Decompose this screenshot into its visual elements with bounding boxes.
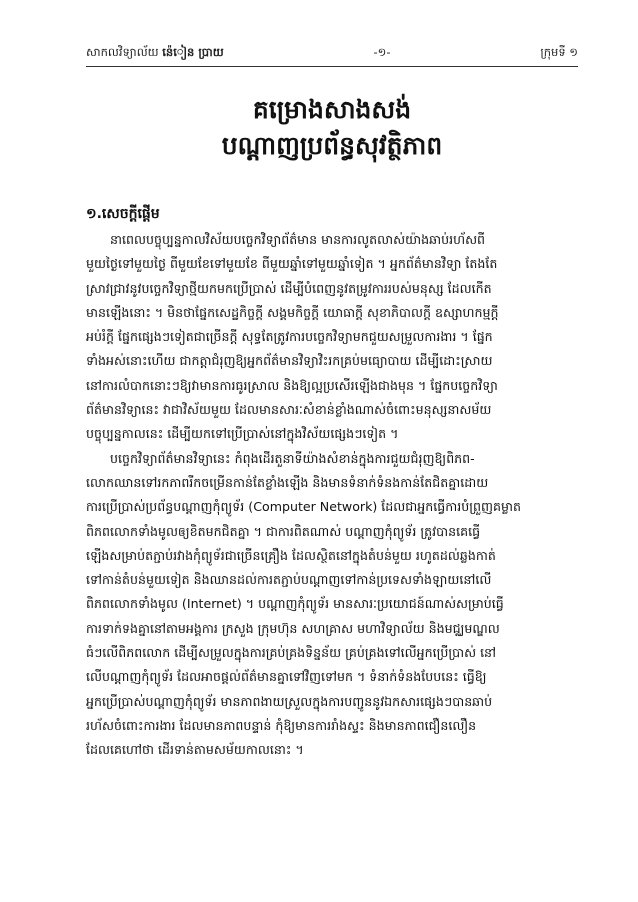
page-header xyxy=(86,42,578,64)
header-university xyxy=(86,45,224,62)
paragraph-line: រហ័សចំពោះការងារ ដែលមានភាពបន្ទាន់ កុំឱ្យមានការរាំងស្ទះ និងមានភាពជឿនលឿន xyxy=(86,717,477,733)
paragraph-line: អប់រំក្ដី ផ្នែកផ្សេងៗទៀតជាច្រើនក្ដី សុទ្ធតែត្រូវការបច្ចេកវិទ្យាមកជួយសម្រួលការងារ ។ ផ្នែក xyxy=(86,329,493,345)
paragraph-line: ធំៗលើពិភពលោក ដើម្បីសម្រួលក្នុងការគ្រប់គ្រងទិន្នន័យ គ្រប់គ្រងទៅលើអ្នកប្រើប្រាស់ នៅ xyxy=(86,645,497,661)
paragraph-line: ការទាក់ទងគ្នានៅតាមអង្គការ ក្រសួង ក្រុមហ៊ុន សហគ្រាស មហាវិទ្យាល័យ និងមជ្ឈមណ្ឌល xyxy=(86,620,500,636)
paragraph-line: នាពេលបច្ចុប្បន្នកាលវិស័យបច្ចេកវិទ្យាព័ត៌មាន មានការលូតលាស់យ៉ាងឆាប់រហ័សពី xyxy=(110,232,486,247)
paragraph-line: លោកឈានទៅរកភាពរីកចម្រើនកាន់តែខ្លាំងឡើង និងមានទំនាក់ទំនងកាន់តែជិតគ្នាដោយ xyxy=(86,474,489,490)
paragraph-line: នៅការលំបាកនោះៗឱ្យវាមានការធូរស្រាល និងឱ្យល្អប្រសើរឡើងជាងមុន ។ ផ្នែកបច្ចេកវិទ្យា xyxy=(86,377,498,393)
paragraph-line: ការប្រើប្រាស់ប្រព័ន្ធបណ្ដាញកុំព្យូទ័រ (Computer Network) ដែលជាអ្នកធ្វើការបំព្រួញគម្លាត xyxy=(86,499,521,515)
paragraph-line: មួយថ្ងៃទៅមួយថ្ងៃ ពីមួយខែទៅមួយខែ ពីមួយឆ្នាំទៅមួយឆ្នាំទៀត ។ អ្នកព័ត៌មានវិទ្យា តែងតែ xyxy=(86,256,498,272)
paragraph-line: ស្រាវជ្រាវនូវបច្ចេកវិទ្យាថ្មីយកមកប្រើប្រាស់ ដើម្បីបំពេញនូវតម្រូវការរបស់មនុស្ស ដែលកើត xyxy=(86,280,492,296)
paragraph-line: ទាំងអស់នោះហើយ ជាកត្តាជំរុញឱ្យអ្នកព័ត៌មានវិទ្យាវិះរកគ្រប់មធ្យោបាយ ដើម្បីដោះស្រាយ xyxy=(86,353,493,369)
paragraph-line: ឡើងសម្រាប់តភ្ជាប់រវាងកុំព្យូទ័រជាច្រើនគ្រឿង ដែលស្ថិតនៅក្នុងតំបន់មួយ រហូតដល់ឆ្លងកាត់ xyxy=(86,547,496,563)
paragraph-2 xyxy=(86,447,578,763)
paragraph-line: ទៅកាន់តំបន់មួយទៀត និងឈានដល់ការតភ្ជាប់បណ្ដាញទៅកាន់ប្រទេសទាំងឡាយនៅលើ xyxy=(86,572,492,588)
paragraph-1 xyxy=(86,228,578,447)
header-university-name: ន៉េៀន ប្រាយ xyxy=(162,44,224,59)
page-number: -១- xyxy=(373,44,391,59)
document-title xyxy=(86,92,578,164)
title-line-2: បណ្ដាញប្រព័ន្ធសុវត្ថិភាព xyxy=(221,131,443,160)
title-line-1: គម្រោងសាងសង់ xyxy=(252,95,412,124)
section-heading: ១.សេចក្ដីផ្ដើម xyxy=(86,206,160,222)
paragraph-line: បច្ចុប្បន្នកាលនេះ ដើម្បីយកទៅប្រើប្រាស់នៅក្នុងវិស័យផ្សេងៗទៀត ។ xyxy=(86,426,399,442)
paragraph-line: បច្ចេកវិទ្យាព័ត៌មានវិទ្យានេះ កំពុងដើរតួនាទីយ៉ាងសំខាន់ក្នុងការជួយជំរុញឱ្យពិភព- xyxy=(110,450,475,466)
header-group: ក្រុមទី ១ xyxy=(540,44,578,59)
paragraph-line: ពិភពលោកទាំងមូលឲ្យខិតមកជិតគ្នា ។ ជាការពិតណាស់ បណ្ដាញកុំព្យូទ័រ ត្រូវបានគេធ្វើ xyxy=(86,523,481,539)
paragraph-line: មានឡើងនោះ ។ មិនថាផ្នែកសេដ្ឋកិច្ចក្ដី សង្គមកិច្ចក្ដី យោធាក្ដី សុខាភិបាលក្ដី ឧស្សាហកម្មក្ដី xyxy=(86,304,499,320)
section-introduction xyxy=(86,200,578,763)
paragraph-line: ព័ត៌មានវិទ្យានេះ វាជាវិស័យមួយ ដែលមានសារៈសំខាន់ខ្លាំងណាស់ចំពោះមនុស្សនាសម័យ xyxy=(86,402,492,418)
header-divider xyxy=(86,66,578,67)
header-university-prefix: សាកលវិទ្យាល័យ xyxy=(86,44,159,59)
paragraph-line: ដែលគេហៅថា ដើរទាន់តាមសម័យកាលនោះ ។ xyxy=(86,742,304,758)
paragraph-line: ពិភពលោកទាំងមូល (Internet) ។ បណ្ដាញកុំព្យូទ័រ មានសារៈប្រយោជន៍ណាស់សម្រាប់ធ្វើ xyxy=(86,596,504,612)
paragraph-line: លើបណ្ដាញកុំព្យូទ័រ ដែលអាចផ្ដល់ព័ត៌មានគ្នាទៅវិញទៅមក ។ ទំនាក់ទំនងបែបនេះ ធ្វើឱ្យ xyxy=(86,669,487,685)
paragraph-line: អ្នកប្រើប្រាស់បណ្ដាញកុំព្យូទ័រ មានភាពងាយស្រួលក្នុងការបញ្ជូននូវឯកសារផ្សេងៗបានឆាប់ xyxy=(86,693,493,709)
